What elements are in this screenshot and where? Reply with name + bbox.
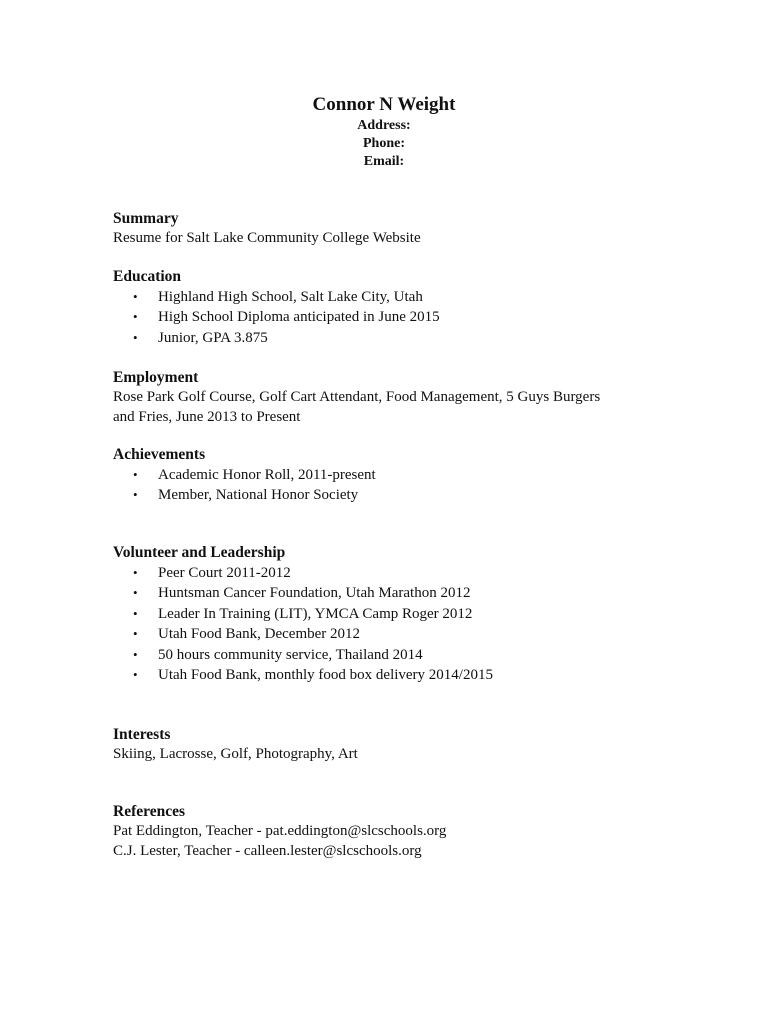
employment-heading: Employment — [113, 369, 199, 386]
list-item — [113, 624, 673, 644]
bullet-icon: • — [133, 565, 138, 580]
interests-text: Skiing, Lacrosse, Golf, Photography, Art — [113, 746, 358, 762]
reference-line: Pat Eddington, Teacher - pat.eddington@slcschools.org — [113, 823, 447, 839]
education-list — [113, 287, 673, 348]
employment-section — [113, 368, 673, 427]
volunteer-list — [113, 563, 673, 685]
education-section — [113, 267, 673, 348]
bullet-icon: • — [133, 605, 138, 621]
address-label: Address: — [357, 118, 411, 133]
list-item — [113, 287, 673, 307]
list-item — [113, 328, 673, 348]
achievements-section — [113, 445, 673, 506]
achievements-heading: Achievements — [113, 446, 206, 463]
interests-section — [113, 725, 673, 765]
volunteer-item-text: Huntsman Cancer Foundation, Utah Marathon 2012 — [158, 585, 471, 602]
bullet-icon: • — [133, 667, 138, 683]
employment-line: Rose Park Golf Course, Golf Cart Attendant, Food Management, 5 Guys Burgers — [113, 389, 601, 405]
list-item — [113, 604, 673, 624]
volunteer-item-text: 50 hours community service, Thailand 2014 — [158, 646, 423, 663]
email-label: Email: — [363, 154, 405, 169]
volunteer-item-text: Leader In Training (LIT), YMCA Camp Roger 2012 — [158, 605, 473, 622]
phone-label: Phone: — [363, 136, 405, 151]
list-item — [113, 465, 673, 485]
achievement-item-text: Member, National Honor Society — [158, 487, 359, 504]
volunteer-item-text: Utah Food Bank, monthly food box delivery 2014/2015 — [158, 667, 493, 684]
summary-section — [113, 209, 673, 249]
volunteer-item-text: Peer Court 2011-2012 — [158, 565, 291, 581]
references-heading: References — [113, 803, 186, 820]
candidate-name: Connor N Weight — [312, 94, 456, 115]
education-item-text: High School Diploma anticipated in June 2015 — [158, 309, 440, 326]
list-item — [113, 563, 673, 583]
education-heading: Education — [113, 268, 182, 285]
bullet-icon: • — [133, 626, 138, 642]
summary-heading: Summary — [113, 210, 179, 227]
list-item — [113, 645, 673, 665]
interests-heading: Interests — [113, 726, 171, 743]
bullet-icon: • — [133, 309, 138, 325]
employment-line: and Fries, June 2013 to Present — [113, 408, 301, 425]
volunteer-item-text: Utah Food Bank, December 2012 — [158, 626, 361, 643]
bullet-icon: • — [133, 585, 138, 601]
education-item-text: Junior, GPA 3.875 — [158, 329, 268, 346]
list-item — [113, 583, 673, 603]
reference-line: C.J. Lester, Teacher - calleen.lester@slcschools.org — [113, 842, 422, 859]
achievement-item-text: Academic Honor Roll, 2011-present — [158, 467, 376, 483]
bullet-icon: • — [133, 289, 138, 304]
list-item — [113, 665, 673, 685]
bullet-icon: • — [133, 646, 138, 662]
volunteer-heading: Volunteer and Leadership — [113, 544, 286, 561]
resume-header — [0, 93, 768, 171]
summary-text: Resume for Salt Lake Community College Website — [113, 230, 421, 246]
list-item — [113, 307, 673, 327]
bullet-icon: • — [133, 467, 138, 482]
volunteer-section — [113, 543, 673, 685]
achievements-list — [113, 465, 673, 506]
list-item — [113, 485, 673, 505]
education-item-text: Highland High School, Salt Lake City, Utah — [158, 289, 423, 305]
bullet-icon: • — [133, 487, 138, 503]
bullet-icon: • — [133, 329, 138, 345]
references-section — [113, 802, 673, 861]
